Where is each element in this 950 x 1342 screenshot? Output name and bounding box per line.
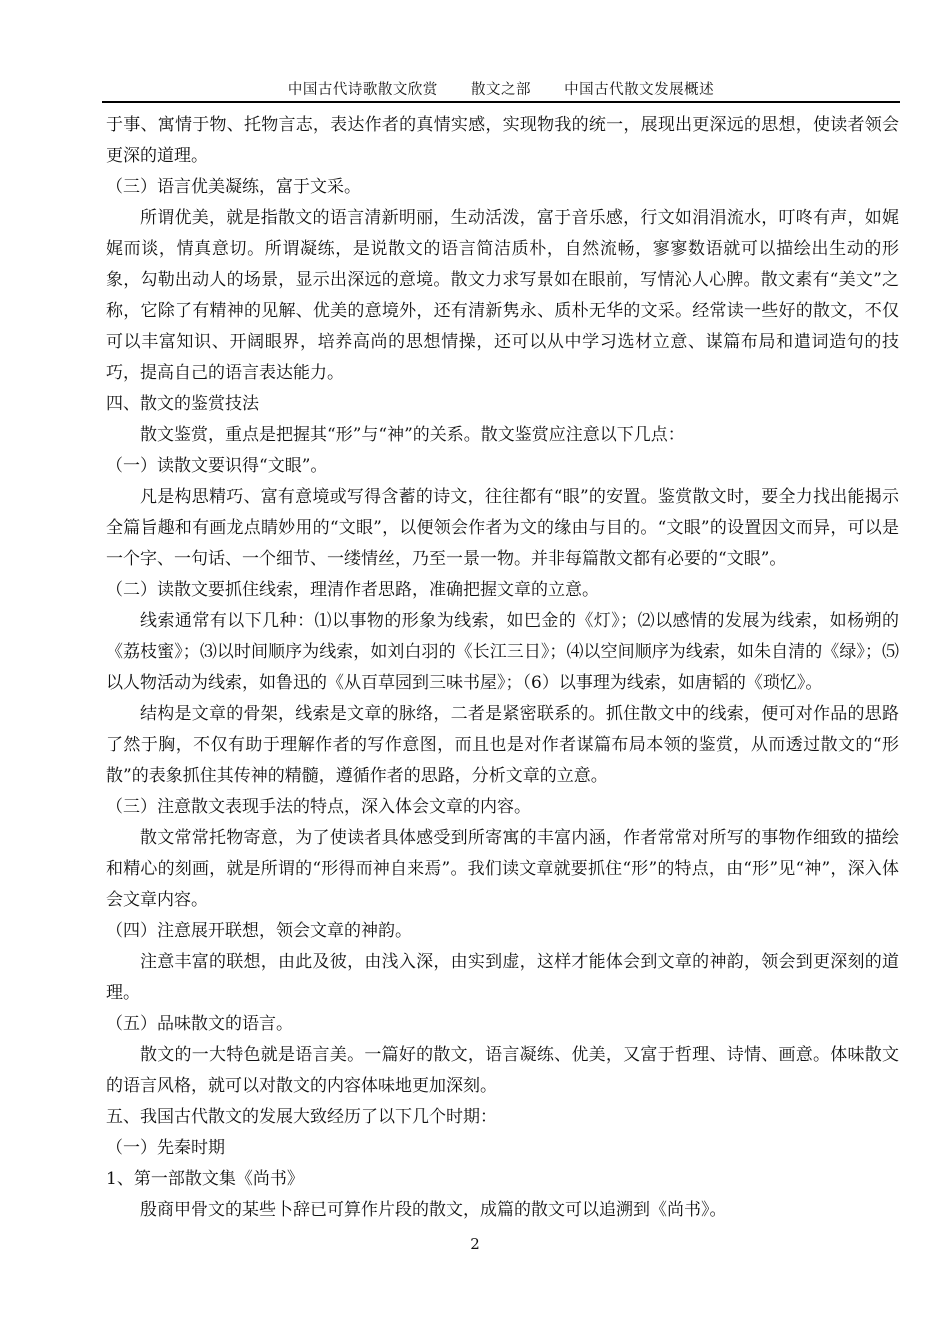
section-heading: （三）注意散文表现手法的特点，深入体会文章的内容。 — [106, 797, 531, 817]
paragraph: 殷商甲骨文的某些卜辞已可算作片段的散文，成篇的散文可以追溯到《尚书》。 — [140, 1200, 727, 1220]
section-heading: （三）语言优美凝练，富于文采。 — [106, 177, 361, 197]
paragraph: 散文鉴赏，重点是把握其“形”与“神”的关系。散文鉴赏应注意以下几点： — [140, 425, 685, 445]
section-heading: 四、散文的鉴赏技法 — [106, 394, 259, 414]
paragraph: 结构是文章的骨架，线索是文章的脉络，二者是紧密联系的。抓住散文中的线索，便可对作品的思路了然于胸，不仅有助于理解作者的写作意图，而且也是对作者谋篇布局本领的鉴赏，从而透过散文的“形散”的表象抓住其传神的精髓，遵循作者的思路，分析文章的立意。 — [106, 704, 899, 786]
header-rule — [102, 101, 900, 103]
paragraph: 散文常常托物寄意，为了使读者具体感受到所寄寓的丰富内涵，作者常常对所写的事物作细致的描绘和精心的刻画，就是所谓的“形得而神自来焉”。我们读文章就要抓住“形”的特点，由“形”见“神”，深入体会文章内容。 — [106, 828, 899, 910]
paragraph: 凡是构思精巧、富有意境或写得含蓄的诗文，往往都有“眼”的安置。鉴赏散文时，要全力找出能揭示全篇旨趣和有画龙点睛妙用的“文眼”，以便领会作者为文的缘由与目的。“文眼”的设置因文而异，可以是一个字、一句话、一个细节、一缕情丝，乃至一景一物。并非每篇散文都有必要的“文眼”。 — [106, 487, 899, 569]
running-header — [102, 80, 900, 100]
header-chapter-title: 中国古代散文发展概述 — [564, 82, 715, 98]
paragraph: 散文的一大特色就是语言美。一篇好的散文，语言凝练、优美，又富于哲理、诗情、画意。体味散文的语言风格，就可以对散文的内容体味地更加深刻。 — [106, 1045, 899, 1096]
header-section: 散文之部 — [471, 82, 531, 98]
section-heading: （四）注意展开联想，领会文章的神韵。 — [106, 921, 412, 941]
header-book-title: 中国古代诗歌散文欣赏 — [287, 82, 438, 98]
paragraph: 于事、寓情于物、托物言志，表达作者的真情实感，实现物我的统一，展现出更深远的思想，使读者领会更深的道理。 — [106, 115, 899, 166]
section-heading: （五）品味散文的语言。 — [106, 1014, 293, 1034]
section-heading: （一）读散文要识得“文眼”。 — [106, 456, 328, 476]
body-text — [106, 110, 899, 1226]
section-heading: （一）先秦时期 — [106, 1138, 225, 1158]
section-heading: （二）读散文要抓住线索，理清作者思路，准确把握文章的立意。 — [106, 580, 599, 600]
paragraph: 注意丰富的联想，由此及彼，由浅入深，由实到虚，这样才能体会到文章的神韵，领会到更深刻的道理。 — [106, 952, 899, 1003]
section-heading: 五、我国古代散文的发展大致经历了以下几个时期： — [106, 1107, 497, 1127]
section-heading: 1、第一部散文集《尚书》 — [106, 1169, 304, 1189]
paragraph: 所谓优美，就是指散文的语言清新明丽，生动活泼，富于音乐感，行文如涓涓流水，叮咚有声，如娓娓而谈，情真意切。所谓凝练，是说散文的语言简洁质朴，自然流畅，寥寥数语就可以描绘出生动的形象，勾勒出动人的场景，显示出深远的意境。散文力求写景如在眼前，写情沁人心脾。散文素有“美文”之称，它除了有精神的见解、优美的意境外，还有清新隽永、质朴无华的文采。经常读一些好的散文，不仅可以丰富知识、开阔眼界，培养高尚的思想情操，还可以从中学习选材立意、谋篇布局和遣词造句的技巧，提高自己的语言表达能力。 — [106, 208, 899, 383]
page-number: 2 — [470, 1235, 480, 1253]
paragraph: 线索通常有以下几种：⑴以事物的形象为线索，如巴金的《灯》；⑵以感情的发展为线索，如杨朔的《荔枝蜜》；⑶以时间顺序为线索，如刘白羽的《长江三日》；⑷以空间顺序为线索，如朱自清的《绿》；⑸以人物活动为线索，如鲁迅的《从百草园到三味书屋》；（6）以事理为线索，如唐韬的《琐忆》。 — [106, 611, 899, 693]
